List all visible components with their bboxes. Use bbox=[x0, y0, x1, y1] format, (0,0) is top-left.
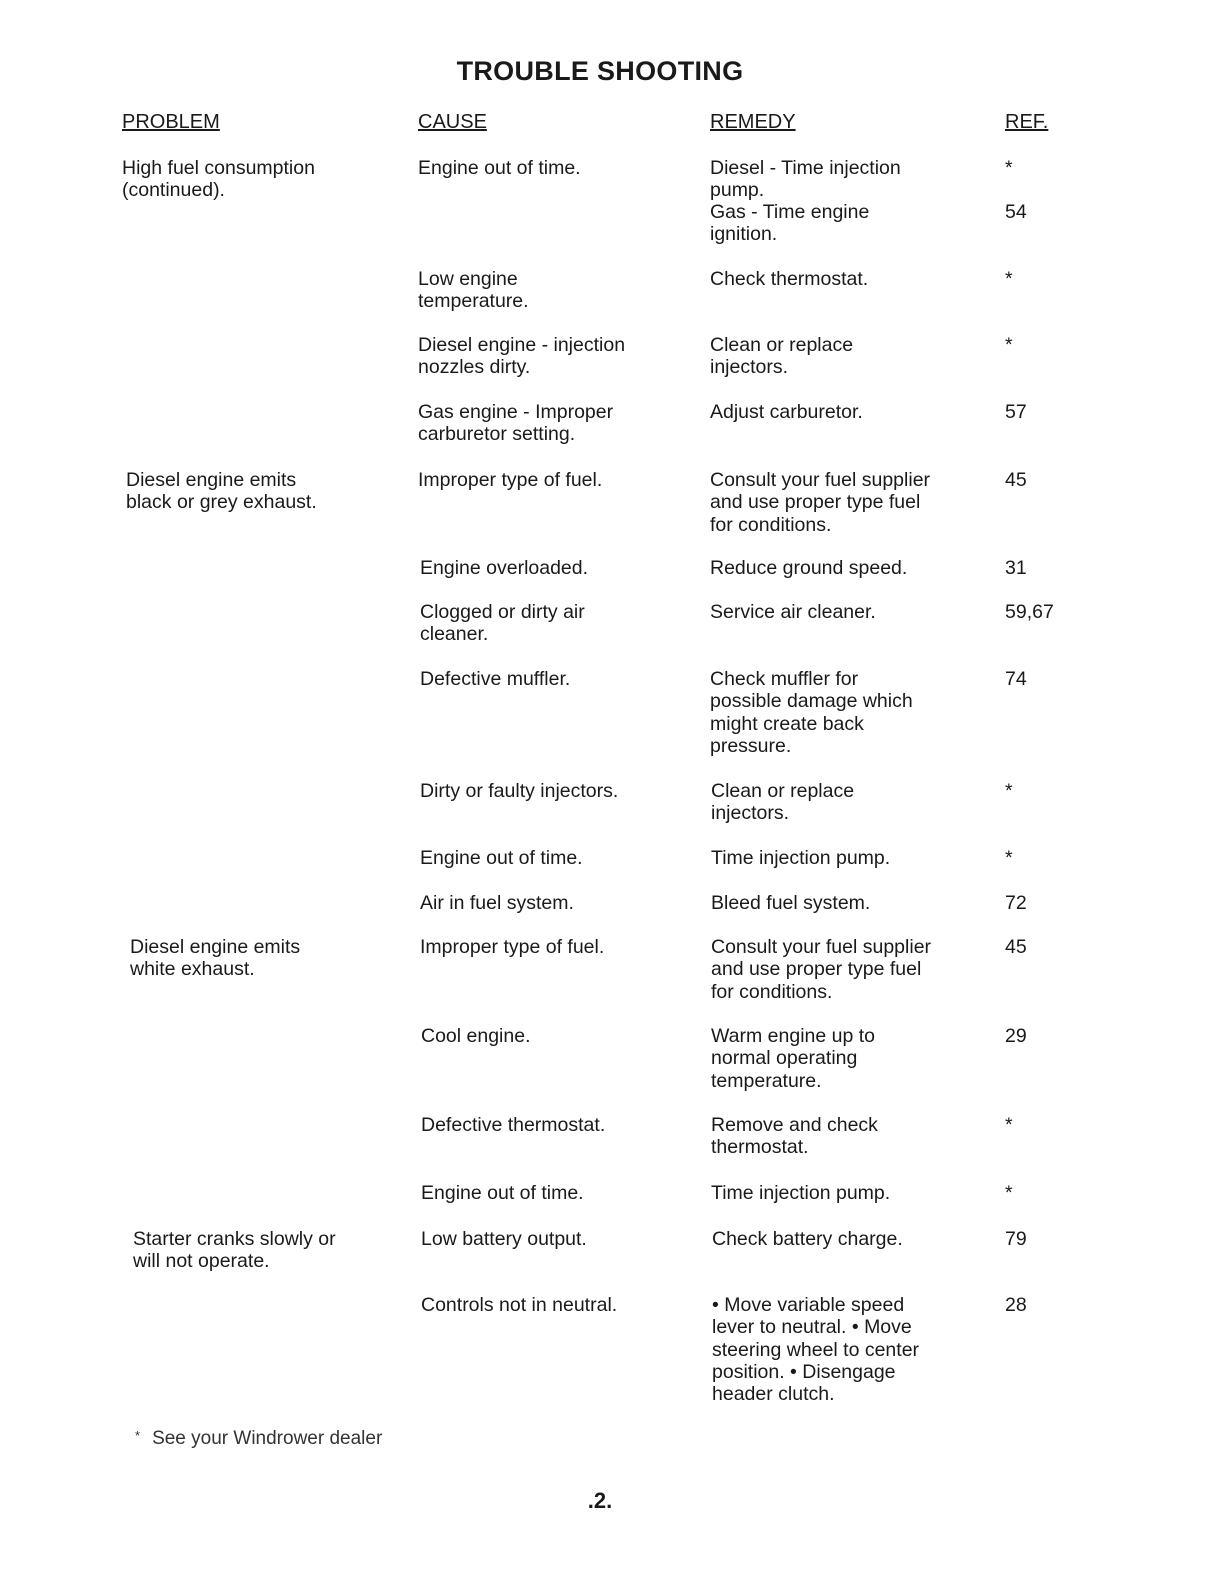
cause-cell: Improper type of fuel. bbox=[420, 936, 605, 958]
problem-cell: High fuel consumption (continued). bbox=[122, 157, 315, 202]
problem-cell: Diesel engine emits white exhaust. bbox=[130, 936, 301, 981]
problem-cell: Starter cranks slowly or will not operate. bbox=[133, 1228, 336, 1273]
ref-cell: 59,67 bbox=[1005, 601, 1054, 623]
remedy-cell: Time injection pump. bbox=[711, 1182, 891, 1204]
cause-cell: Defective muffler. bbox=[420, 668, 571, 690]
ref-cell: * bbox=[1005, 1182, 1013, 1204]
remedy-cell: Warm engine up to normal operating temperature. bbox=[711, 1025, 876, 1092]
remedy-cell: Check thermostat. bbox=[710, 268, 869, 290]
remedy-cell: Remove and check thermostat. bbox=[711, 1114, 878, 1159]
header-remedy: REMEDY bbox=[710, 111, 796, 133]
cause-cell: Clogged or dirty air cleaner. bbox=[420, 601, 585, 646]
ref-cell: * bbox=[1005, 1114, 1013, 1136]
ref-cell: 31 bbox=[1005, 557, 1027, 579]
cause-cell: Engine out of time. bbox=[420, 847, 583, 869]
ref-cell: 79 bbox=[1005, 1228, 1027, 1250]
cause-cell: Gas engine - Improper carburetor setting. bbox=[418, 401, 614, 446]
remedy-cell: Consult your fuel supplier and use proper type fuel for conditions. bbox=[711, 936, 932, 1003]
ref-cell: 72 bbox=[1005, 892, 1027, 914]
cause-cell: Engine out of time. bbox=[421, 1182, 584, 1204]
page-number: .2. bbox=[587, 1488, 613, 1513]
cause-cell: Cool engine. bbox=[421, 1025, 531, 1047]
cause-cell: Diesel engine - injection nozzles dirty. bbox=[418, 334, 626, 379]
cause-cell: Engine out of time. bbox=[418, 157, 581, 179]
remedy-cell: Consult your fuel supplier and use proper type fuel for conditions. bbox=[710, 469, 931, 536]
cause-cell: Defective thermostat. bbox=[421, 1114, 606, 1136]
remedy-cell: Gas - Time engine ignition. bbox=[710, 201, 870, 246]
ref-cell: 54 bbox=[1005, 201, 1027, 223]
remedy-cell: Reduce ground speed. bbox=[710, 557, 908, 579]
ref-cell: 45 bbox=[1005, 469, 1027, 491]
ref-cell: * bbox=[1005, 780, 1013, 802]
remedy-cell: Check muffler for possible damage which might create back pressure. bbox=[710, 668, 913, 757]
ref-cell: 45 bbox=[1005, 936, 1027, 958]
ref-cell: * bbox=[1005, 334, 1013, 356]
page-title: TROUBLE SHOOTING bbox=[456, 56, 744, 86]
remedy-cell: Bleed fuel system. bbox=[711, 892, 871, 914]
header-cause: CAUSE bbox=[418, 111, 487, 133]
remedy-cell: • Move variable speed lever to neutral. • Move steering wheel to center position. • Disengage header clutch. bbox=[712, 1294, 920, 1406]
footnote-text: See your Windrower dealer bbox=[152, 1428, 383, 1449]
remedy-cell: Diesel - Time injection pump. bbox=[710, 157, 901, 202]
cause-cell: Controls not in neutral. bbox=[421, 1294, 618, 1316]
ref-cell: * bbox=[1005, 157, 1013, 179]
cause-cell: Dirty or faulty injectors. bbox=[420, 780, 619, 802]
ref-cell: * bbox=[1005, 268, 1013, 290]
remedy-cell: Check battery charge. bbox=[712, 1228, 903, 1250]
ref-cell: * bbox=[1005, 847, 1013, 869]
remedy-cell: Clean or replace injectors. bbox=[711, 780, 855, 825]
footnote bbox=[135, 1428, 382, 1450]
ref-cell: 74 bbox=[1005, 668, 1027, 690]
ref-cell: 29 bbox=[1005, 1025, 1027, 1047]
problem-cell: Diesel engine emits black or grey exhaust. bbox=[126, 469, 317, 514]
cause-cell: Improper type of fuel. bbox=[418, 469, 603, 491]
ref-cell: 28 bbox=[1005, 1294, 1027, 1316]
footnote-star: * bbox=[135, 1428, 141, 1443]
remedy-cell: Service air cleaner. bbox=[710, 601, 876, 623]
remedy-cell: Clean or replace injectors. bbox=[710, 334, 854, 379]
ref-cell: 57 bbox=[1005, 401, 1027, 423]
cause-cell: Air in fuel system. bbox=[420, 892, 574, 914]
header-problem: PROBLEM bbox=[122, 111, 220, 133]
remedy-cell: Time injection pump. bbox=[711, 847, 891, 869]
remedy-cell: Adjust carburetor. bbox=[710, 401, 863, 423]
cause-cell: Low battery output. bbox=[421, 1228, 587, 1250]
cause-cell: Low engine temperature. bbox=[418, 268, 529, 313]
cause-cell: Engine overloaded. bbox=[420, 557, 589, 579]
header-ref: REF. bbox=[1005, 111, 1049, 133]
